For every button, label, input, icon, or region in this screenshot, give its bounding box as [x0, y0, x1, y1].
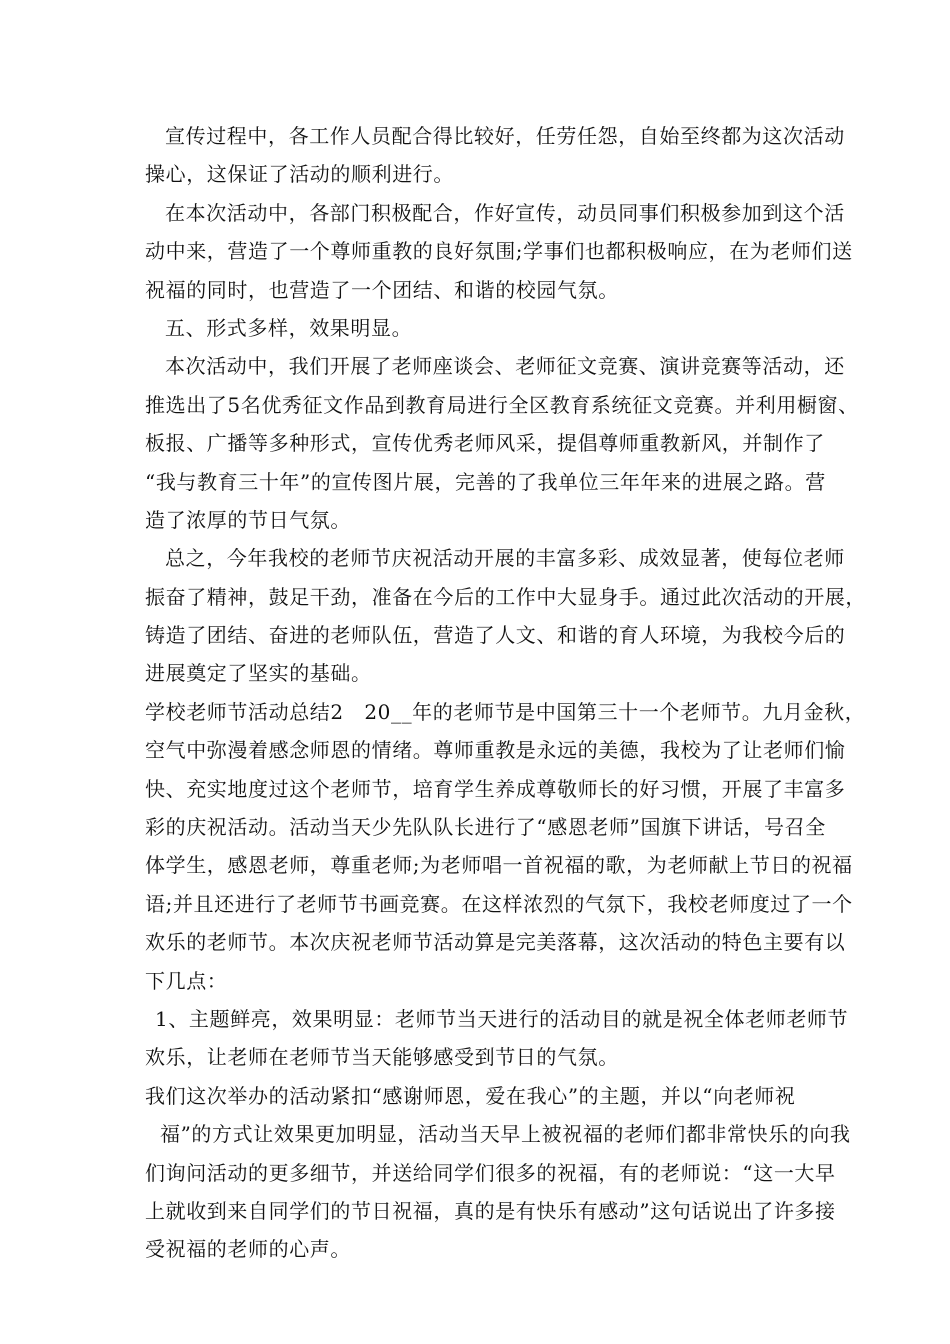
text-line: 操心，这保证了活动的顺利进行。 [145, 162, 454, 187]
text-line: 动中来，营造了一个尊师重教的良好氛围;学事们也都积极响应，在为老师们送 [145, 239, 853, 264]
text-line: 福”的方式让效果更加明显，活动当天早上被祝福的老师们都非常快乐的向我 [160, 1122, 851, 1147]
text-line: “我与教育三十年”的宣传图片展，完善的了我单位三年年来的进展之路。营 [145, 469, 826, 494]
text-line: 们询问活动的更多细节，并送给同学们很多的祝福，有的老师说：“这一大早 [145, 1160, 836, 1185]
text-line: 推选出了5名优秀征文作品到教育局进行全区教育系统征文竞赛。并利用橱窗、 [145, 392, 859, 417]
text-line: 快、充实地度过这个老师节，培育学生养成尊敬师长的好习惯，开展了丰富多 [145, 776, 846, 801]
text-line: 上就收到来自同学们的节日祝福，真的是有快乐有感动”这句话说出了许多接 [145, 1198, 836, 1223]
text-line: 祝福的同时，也营造了一个团结、和谐的校园气氛。 [145, 277, 619, 302]
text-line: 欢乐，让老师在老师节当天能够感受到节日的气氛。 [145, 1045, 619, 1070]
text-line: 铸造了团结、奋进的老师队伍，营造了人文、和谐的育人环境，为我校今后的 [145, 623, 846, 648]
text-line: 空气中弥漫着感念师恩的情绪。尊师重教是永远的美德，我校为了让老师们愉 [145, 738, 846, 763]
text-line: 我们这次举办的活动紧扣“感谢师恩，爱在我心”的主题，并以“向老师祝 [145, 1083, 796, 1108]
text-line: 本次活动中，我们开展了老师座谈会、老师征文竞赛、演讲竞赛等活动，还 [165, 354, 845, 379]
section-heading: 五、形式多样，效果明显。 [165, 315, 413, 340]
text-line: 进展奠定了坚实的基础。 [145, 661, 372, 686]
text-line: 语;并且还进行了老师节书画竞赛。在这样浓烈的气氛下，我校老师度过了一个 [145, 891, 853, 916]
text-line: 体学生，感恩老师，尊重老师;为老师唱一首祝福的歌，为老师献上节日的祝福 [145, 853, 853, 878]
text-line: 总之，今年我校的老师节庆祝活动开展的丰富多彩、成效显著，使每位老师 [165, 546, 845, 571]
text-line: 振奋了精神，鼓足干劲，准备在今后的工作中大显身手。通过此次活动的开展， [145, 584, 866, 609]
text-line: 彩的庆祝活动。活动当天少先队队长进行了“感恩老师”国旗下讲话，号召全 [145, 815, 826, 840]
text-line: 板报、广播等多种形式，宣传优秀老师风采，提倡尊师重教新风，并制作了 [145, 431, 825, 456]
text-line: 受祝福的老师的心声。 [145, 1237, 351, 1262]
section-title-line: 学校老师节活动总结2 20__年的老师节是中国第三十一个老师节。九月金秋， [145, 699, 866, 724]
text-line: 欢乐的老师节。本次庆祝老师节活动算是完美落幕，这次活动的特色主要有以 [145, 930, 846, 955]
text-line: 下几点： [145, 968, 228, 993]
text-line: 在本次活动中，各部门积极配合，作好宣传，动员同事们积极参加到这个活 [165, 200, 845, 225]
text-line: 宣传过程中，各工作人员配合得比较好，任劳任怨，自始至终都为这次活动 [165, 124, 845, 148]
document-body [145, 117, 866, 1269]
numbered-item: 1、主题鲜亮，效果明显：老师节当天进行的活动目的就是祝全体老师老师节 [155, 1006, 849, 1031]
text-line: 造了浓厚的节日气氛。 [145, 507, 351, 532]
